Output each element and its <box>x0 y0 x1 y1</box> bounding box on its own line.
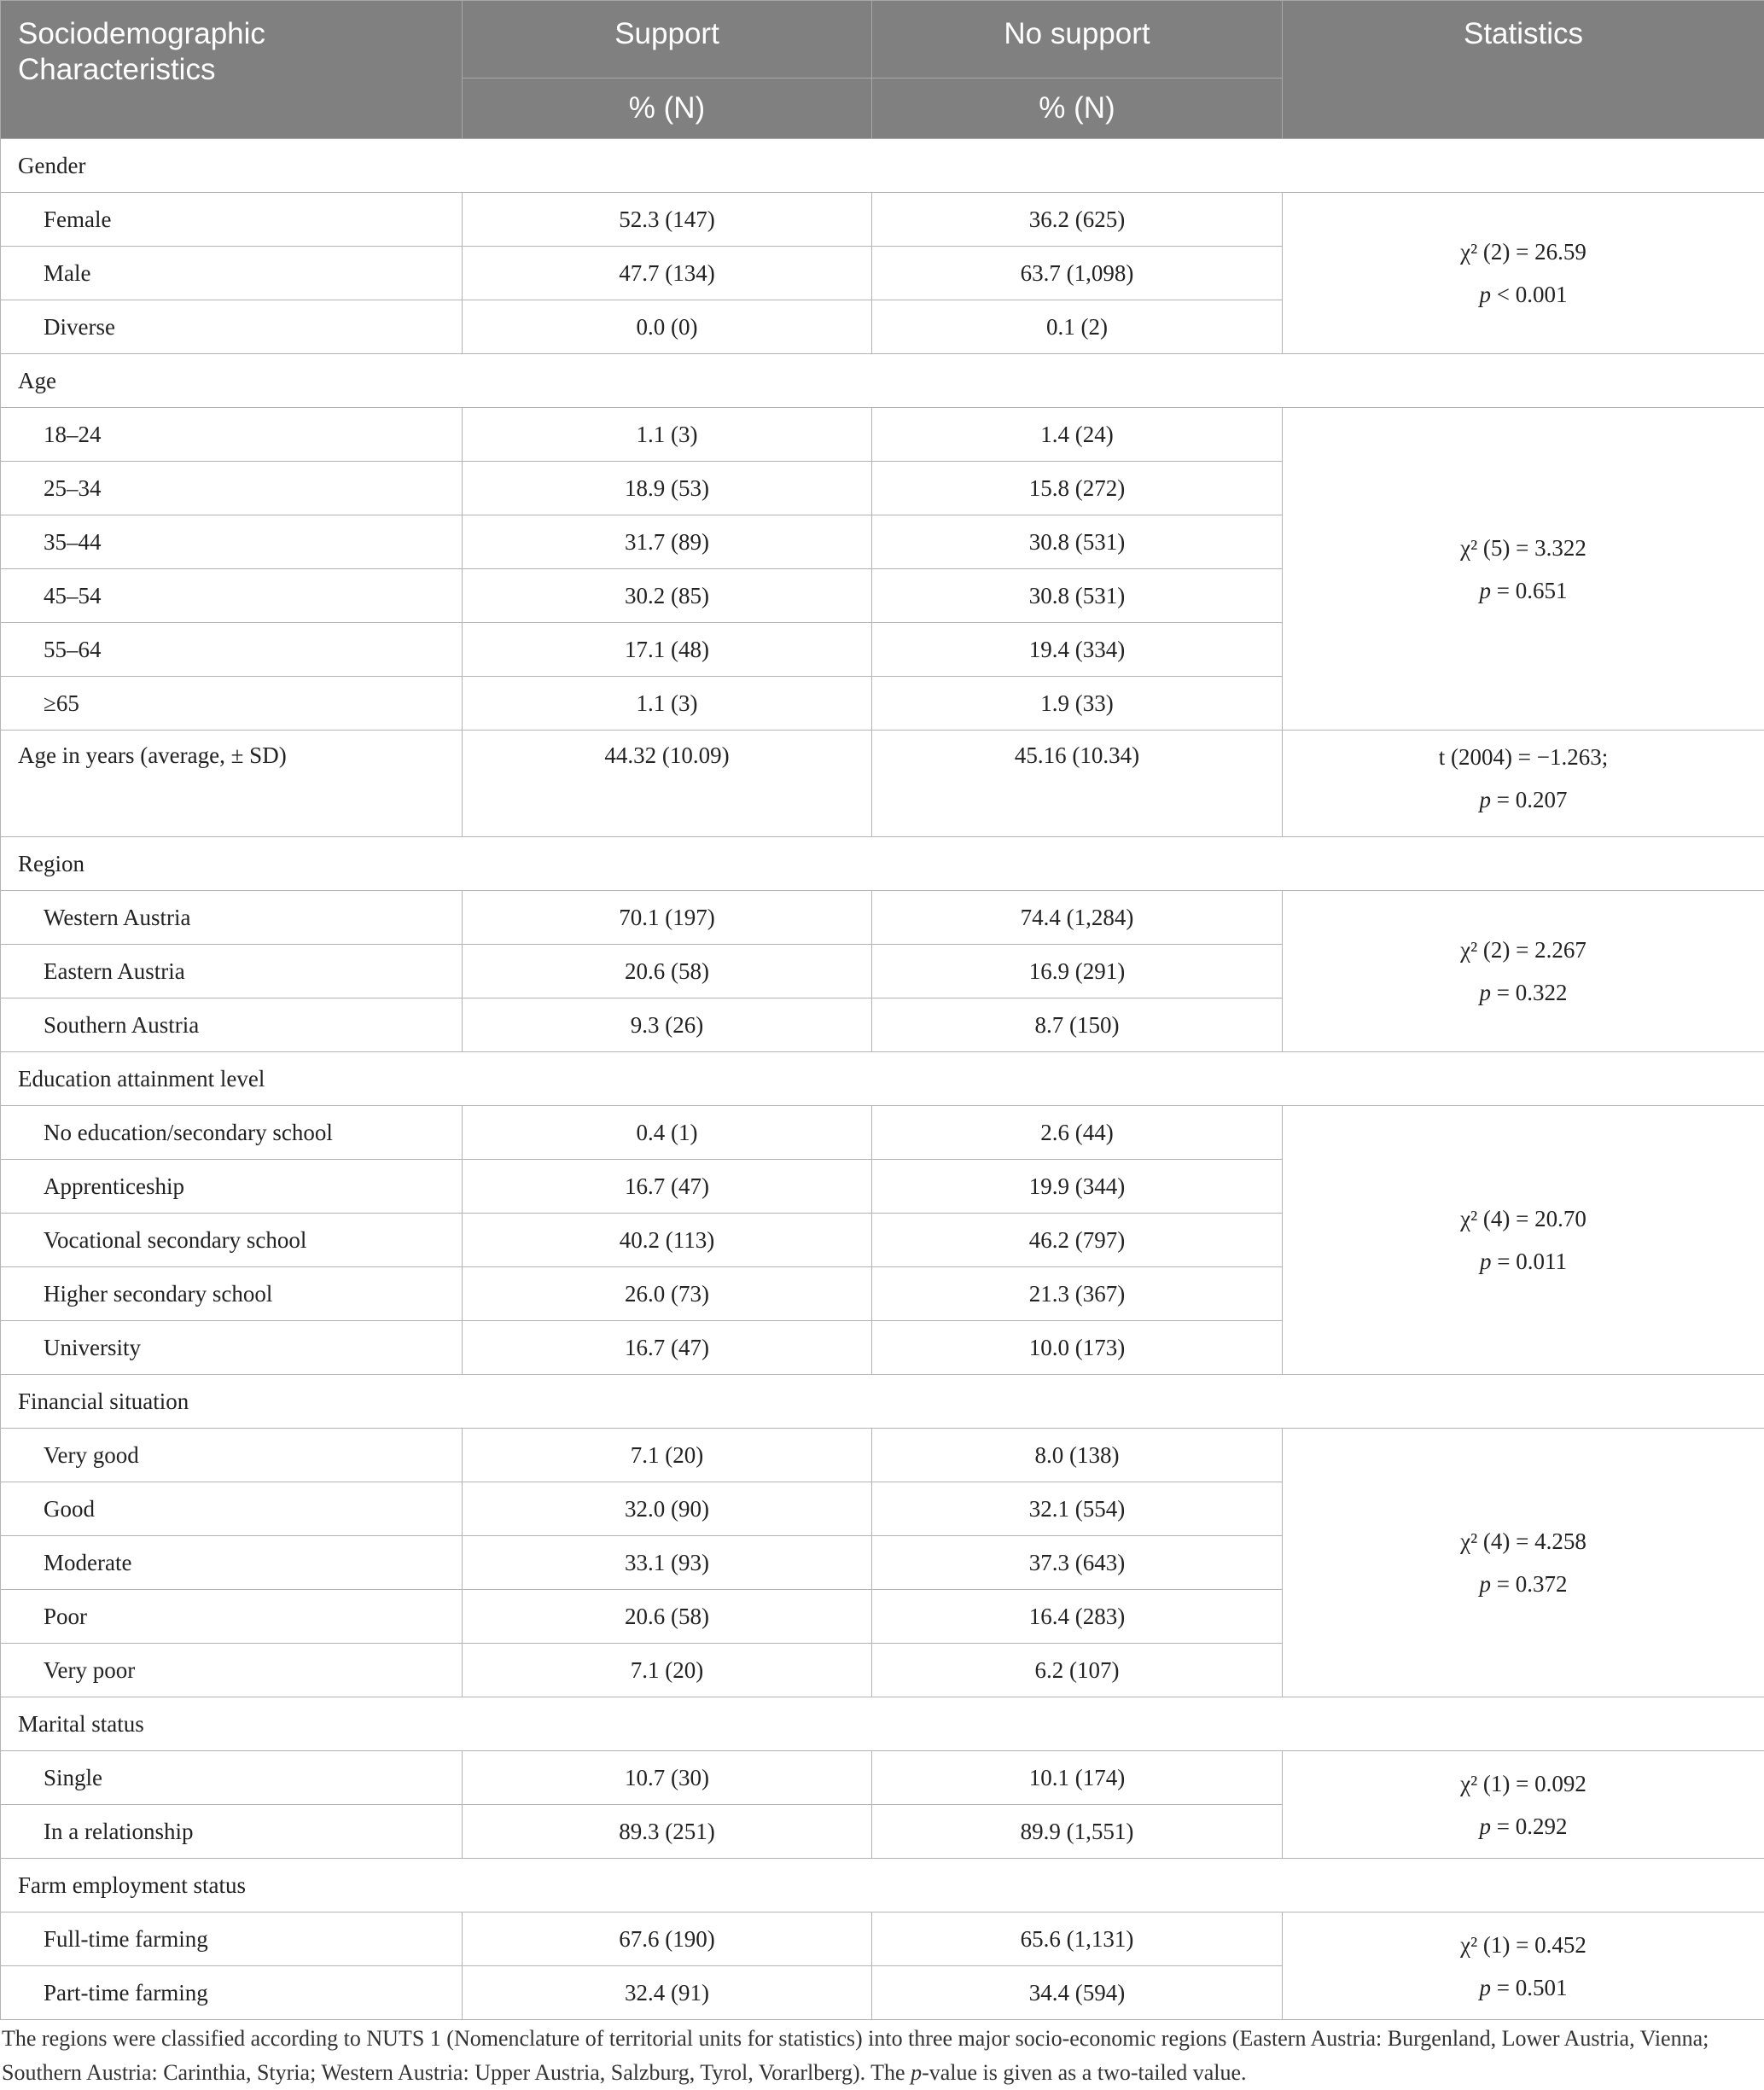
stat-test: χ² (1) = 0.092 <box>1460 1771 1586 1796</box>
stat-test: χ² (2) = 26.59 <box>1460 239 1586 265</box>
section-row-region <box>1 837 1764 891</box>
stat-p-value: = 0.207 <box>1491 787 1567 812</box>
statistics-cell <box>1283 193 1764 354</box>
p-label: p <box>1480 787 1492 812</box>
support-value: 47.7 (134) <box>463 247 872 300</box>
stat-test: χ² (4) = 4.258 <box>1460 1528 1586 1554</box>
stat-test: χ² (1) = 0.452 <box>1460 1932 1586 1958</box>
statistics-cell <box>1283 731 1764 837</box>
no-support-value: 1.4 (24) <box>872 408 1283 462</box>
row-label: Vocational secondary school <box>1 1214 463 1267</box>
row-label: 55–64 <box>1 623 463 677</box>
support-value: 52.3 (147) <box>463 193 872 247</box>
support-value: 10.7 (30) <box>463 1751 872 1805</box>
no-support-value: 32.1 (554) <box>872 1482 1283 1536</box>
no-support-value: 30.8 (531) <box>872 569 1283 623</box>
section-row-marital <box>1 1697 1764 1751</box>
statistics-cell <box>1283 408 1764 731</box>
support-value: 16.7 (47) <box>463 1321 872 1375</box>
no-support-value: 65.6 (1,131) <box>872 1912 1283 1966</box>
row-label: Eastern Austria <box>1 945 463 998</box>
footnote-p-label: p <box>911 2060 922 2085</box>
p-label: p <box>1480 1813 1492 1839</box>
row-label: Full-time farming <box>1 1912 463 1966</box>
table-row <box>1 408 1764 462</box>
no-support-value: 15.8 (272) <box>872 462 1283 515</box>
table-row <box>1 1912 1764 1966</box>
row-label: Apprenticeship <box>1 1160 463 1214</box>
table-row <box>1 193 1764 247</box>
support-value: 0.4 (1) <box>463 1106 872 1160</box>
p-label: p <box>1480 980 1492 1005</box>
row-label: Southern Austria <box>1 998 463 1052</box>
support-value: 44.32 (10.09) <box>463 731 872 837</box>
header-statistics: Statistics <box>1283 1 1764 139</box>
no-support-value: 16.9 (291) <box>872 945 1283 998</box>
row-label: Very good <box>1 1429 463 1482</box>
no-support-value: 6.2 (107) <box>872 1644 1283 1697</box>
statistics-cell <box>1283 1751 1764 1859</box>
no-support-value: 10.1 (174) <box>872 1751 1283 1805</box>
no-support-value: 21.3 (367) <box>872 1267 1283 1321</box>
section-title: Farm employment status <box>1 1859 1764 1912</box>
p-label: p <box>1480 1975 1492 2000</box>
support-value: 89.3 (251) <box>463 1805 872 1859</box>
section-title: Region <box>1 837 1764 891</box>
row-label: Moderate <box>1 1536 463 1590</box>
row-label: Male <box>1 247 463 300</box>
table-header <box>1 1 1764 139</box>
stat-p-value: = 0.651 <box>1491 578 1567 603</box>
section-title: Gender <box>1 139 1764 193</box>
footnote-text-end: -value is given as a two-tailed value. <box>922 2060 1246 2085</box>
stat-p-value: = 0.501 <box>1491 1975 1567 2000</box>
stat-test: t (2004) = −1.263; <box>1439 744 1608 770</box>
p-label: p <box>1480 282 1492 307</box>
support-value: 67.6 (190) <box>463 1912 872 1966</box>
support-value: 32.4 (91) <box>463 1966 872 2020</box>
header-no-support-unit: % (N) <box>872 79 1283 139</box>
row-label: Female <box>1 193 463 247</box>
support-value: 17.1 (48) <box>463 623 872 677</box>
header-characteristics: Sociodemographic Characteristics <box>1 1 463 139</box>
stat-p-value: < 0.001 <box>1491 282 1567 307</box>
no-support-value: 30.8 (531) <box>872 515 1283 569</box>
stat-p-value: = 0.372 <box>1491 1571 1567 1597</box>
section-row-education <box>1 1052 1764 1106</box>
stat-test: χ² (2) = 2.267 <box>1460 937 1586 963</box>
no-support-value: 1.9 (33) <box>872 677 1283 731</box>
header-support-unit: % (N) <box>463 79 872 139</box>
table-row <box>1 1106 1764 1160</box>
support-value: 9.3 (26) <box>463 998 872 1052</box>
section-title: Marital status <box>1 1697 1764 1751</box>
table-footnote <box>0 2020 1764 2090</box>
row-label: In a relationship <box>1 1805 463 1859</box>
no-support-value: 0.1 (2) <box>872 300 1283 354</box>
row-label: Very poor <box>1 1644 463 1697</box>
section-title: Education attainment level <box>1 1052 1764 1106</box>
row-label: 18–24 <box>1 408 463 462</box>
support-value: 70.1 (197) <box>463 891 872 945</box>
stat-test: χ² (5) = 3.322 <box>1460 535 1586 561</box>
row-label: Diverse <box>1 300 463 354</box>
row-label: 35–44 <box>1 515 463 569</box>
table-row-age-years <box>1 731 1764 837</box>
support-value: 18.9 (53) <box>463 462 872 515</box>
stat-p-value: = 0.292 <box>1491 1813 1567 1839</box>
no-support-value: 63.7 (1,098) <box>872 247 1283 300</box>
no-support-value: 89.9 (1,551) <box>872 1805 1283 1859</box>
statistics-cell <box>1283 891 1764 1052</box>
support-value: 33.1 (93) <box>463 1536 872 1590</box>
support-value: 40.2 (113) <box>463 1214 872 1267</box>
no-support-value: 2.6 (44) <box>872 1106 1283 1160</box>
p-label: p <box>1480 1571 1492 1597</box>
stat-p-value: = 0.011 <box>1492 1249 1567 1274</box>
no-support-value: 19.9 (344) <box>872 1160 1283 1214</box>
p-label: p <box>1480 1249 1492 1274</box>
section-title: Financial situation <box>1 1375 1764 1429</box>
row-label: Age in years (average, ± SD) <box>1 731 463 837</box>
statistics-cell <box>1283 1429 1764 1697</box>
p-label: p <box>1480 578 1492 603</box>
support-value: 0.0 (0) <box>463 300 872 354</box>
row-label: Part-time farming <box>1 1966 463 2020</box>
section-row-financial <box>1 1375 1764 1429</box>
stat-p-value: = 0.322 <box>1491 980 1567 1005</box>
section-title: Age <box>1 354 1764 408</box>
no-support-value: 36.2 (625) <box>872 193 1283 247</box>
footnote-text: The regions were classified according to NUTS 1 (Nomenclature of territorial units for statistics) into three major socio-economic regions (Eastern Austria: Burgenland, Lower Austria, Vienna; Southern Austria: Carinthia, Styria; Western Austria: Upper Austria, Salzburg, Tyrol, Vorarlberg). The <box>2 2026 1709 2085</box>
row-label: Poor <box>1 1590 463 1644</box>
support-value: 16.7 (47) <box>463 1160 872 1214</box>
section-row-farm <box>1 1859 1764 1912</box>
support-value: 20.6 (58) <box>463 945 872 998</box>
support-value: 20.6 (58) <box>463 1590 872 1644</box>
row-label: 45–54 <box>1 569 463 623</box>
row-label: Single <box>1 1751 463 1805</box>
no-support-value: 34.4 (594) <box>872 1966 1283 2020</box>
support-value: 32.0 (90) <box>463 1482 872 1536</box>
row-label: Higher secondary school <box>1 1267 463 1321</box>
row-label: 25–34 <box>1 462 463 515</box>
support-value: 7.1 (20) <box>463 1644 872 1697</box>
no-support-value: 8.7 (150) <box>872 998 1283 1052</box>
support-value: 26.0 (73) <box>463 1267 872 1321</box>
table-row <box>1 891 1764 945</box>
section-row-gender <box>1 139 1764 193</box>
statistics-cell <box>1283 1106 1764 1375</box>
section-row-age <box>1 354 1764 408</box>
row-label: No education/secondary school <box>1 1106 463 1160</box>
no-support-value: 37.3 (643) <box>872 1536 1283 1590</box>
header-no-support: No support <box>872 1 1283 79</box>
row-label: Good <box>1 1482 463 1536</box>
header-support: Support <box>463 1 872 79</box>
no-support-value: 74.4 (1,284) <box>872 891 1283 945</box>
support-value: 31.7 (89) <box>463 515 872 569</box>
no-support-value: 16.4 (283) <box>872 1590 1283 1644</box>
no-support-value: 45.16 (10.34) <box>872 731 1283 837</box>
no-support-value: 46.2 (797) <box>872 1214 1283 1267</box>
statistics-cell <box>1283 1912 1764 2020</box>
no-support-value: 8.0 (138) <box>872 1429 1283 1482</box>
no-support-value: 19.4 (334) <box>872 623 1283 677</box>
no-support-value: 10.0 (173) <box>872 1321 1283 1375</box>
support-value: 30.2 (85) <box>463 569 872 623</box>
support-value: 1.1 (3) <box>463 677 872 731</box>
row-label: Western Austria <box>1 891 463 945</box>
table-row <box>1 1429 1764 1482</box>
row-label: ≥65 <box>1 677 463 731</box>
support-value: 1.1 (3) <box>463 408 872 462</box>
row-label: University <box>1 1321 463 1375</box>
support-value: 7.1 (20) <box>463 1429 872 1482</box>
table-row <box>1 1751 1764 1805</box>
stat-test: χ² (4) = 20.70 <box>1460 1206 1586 1231</box>
